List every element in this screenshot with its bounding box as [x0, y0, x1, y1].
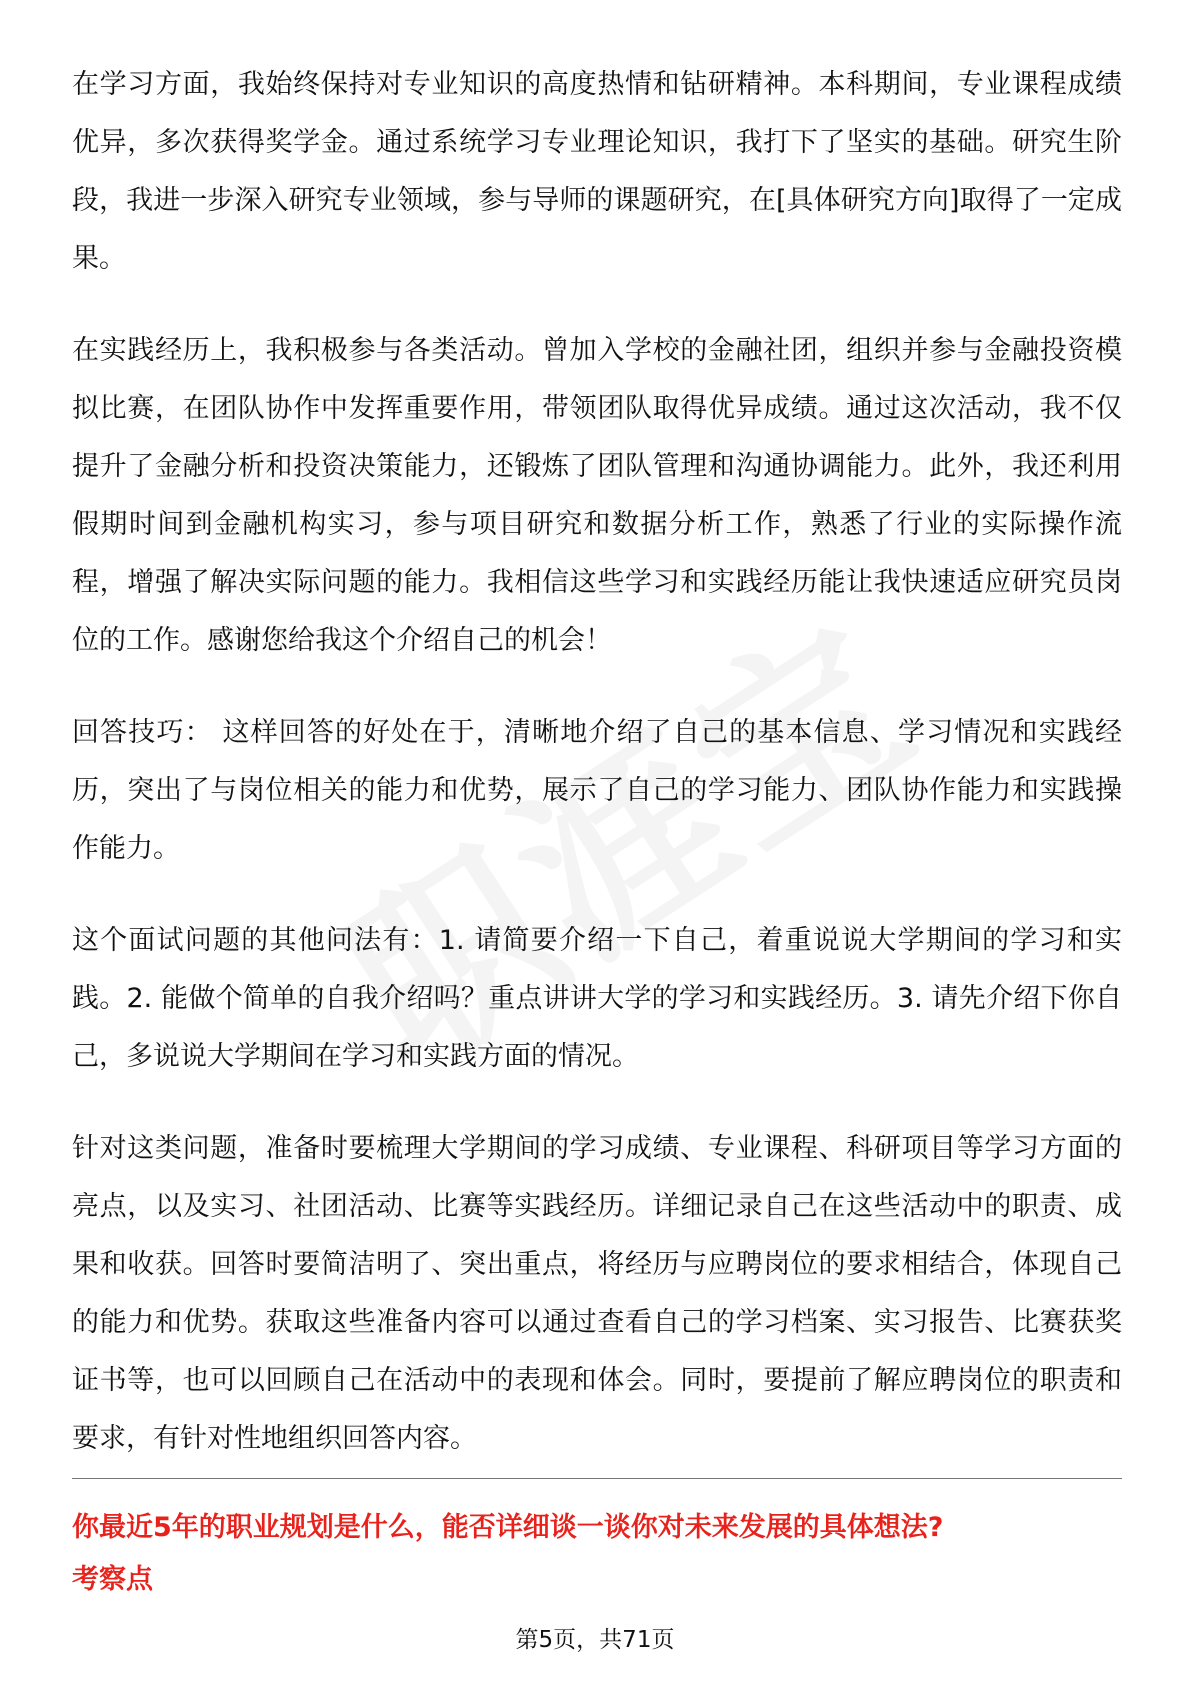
section-divider	[72, 1478, 1122, 1479]
paragraph-preparation-advice: 针对这类问题，准备时要梳理大学期间的学习成绩、专业课程、科研项目等学习方面的亮点，以及实习、社团活动、比赛等实践经历。详细记录自己在这些活动中的职责、成果和收获。回答时要简洁明了、突出重点，将经历与应聘岗位的要求相结合，体现自己的能力和优势。获取这些准备内容可以通过查看自己的学习档案、实习报告、比赛获奖证书等，也可以回顾自己在活动中的表现和体会。同时，要提前了解应聘岗位的职责和要求，有针对性地组织回答内容。	[72, 1133, 1122, 1454]
body-content	[72, 56, 1122, 1502]
page-footer: 第5页，共71页	[515, 1627, 675, 1653]
section-label-kaochadian: 考察点	[72, 1564, 153, 1595]
paragraph-study: 在学习方面，我始终保持对专业知识的高度热情和钻研精神。本科期间，专业课程成绩优异，多次获得奖学金。通过系统学习专业理论知识，我打下了坚实的基础。研究生阶段，我进一步深入研究专业领域，参与导师的课题研究，在[具体研究方向]取得了一定成果。	[72, 69, 1122, 274]
paragraph-alternative-questions: 这个面试问题的其他问法有：1. 请简要介绍一下自己，着重说说大学期间的学习和实践。2. 能做个简单的自我介绍吗？重点讲讲大学的学习和实践经历。3. 请先介绍下你自己，多说说大学期间在学习和实践方面的情况。	[72, 925, 1122, 1072]
paragraph-practice: 在实践经历上，我积极参与各类活动。曾加入学校的金融社团，组织并参与金融投资模拟比赛，在团队协作中发挥重要作用，带领团队取得优异成绩。通过这次活动，我不仅提升了金融分析和投资决策能力，还锻炼了团队管理和沟通协调能力。此外，我还利用假期时间到金融机构实习，参与项目研究和数据分析工作，熟悉了行业的实际操作流程，增强了解决实际问题的能力。我相信这些学习和实践经历能让我快速适应研究员岗位的工作。感谢您给我这个介绍自己的机会！	[72, 335, 1122, 656]
paragraph-answer-tips: 回答技巧： 这样回答的好处在于，清晰地介绍了自己的基本信息、学习情况和实践经历，突出了与岗位相关的能力和优势，展示了自己的学习能力、团队协作能力和实践操作能力。	[72, 717, 1122, 864]
next-question-heading: 你最近5年的职业规划是什么，能否详细谈一谈你对未来发展的具体想法?	[72, 1512, 944, 1543]
